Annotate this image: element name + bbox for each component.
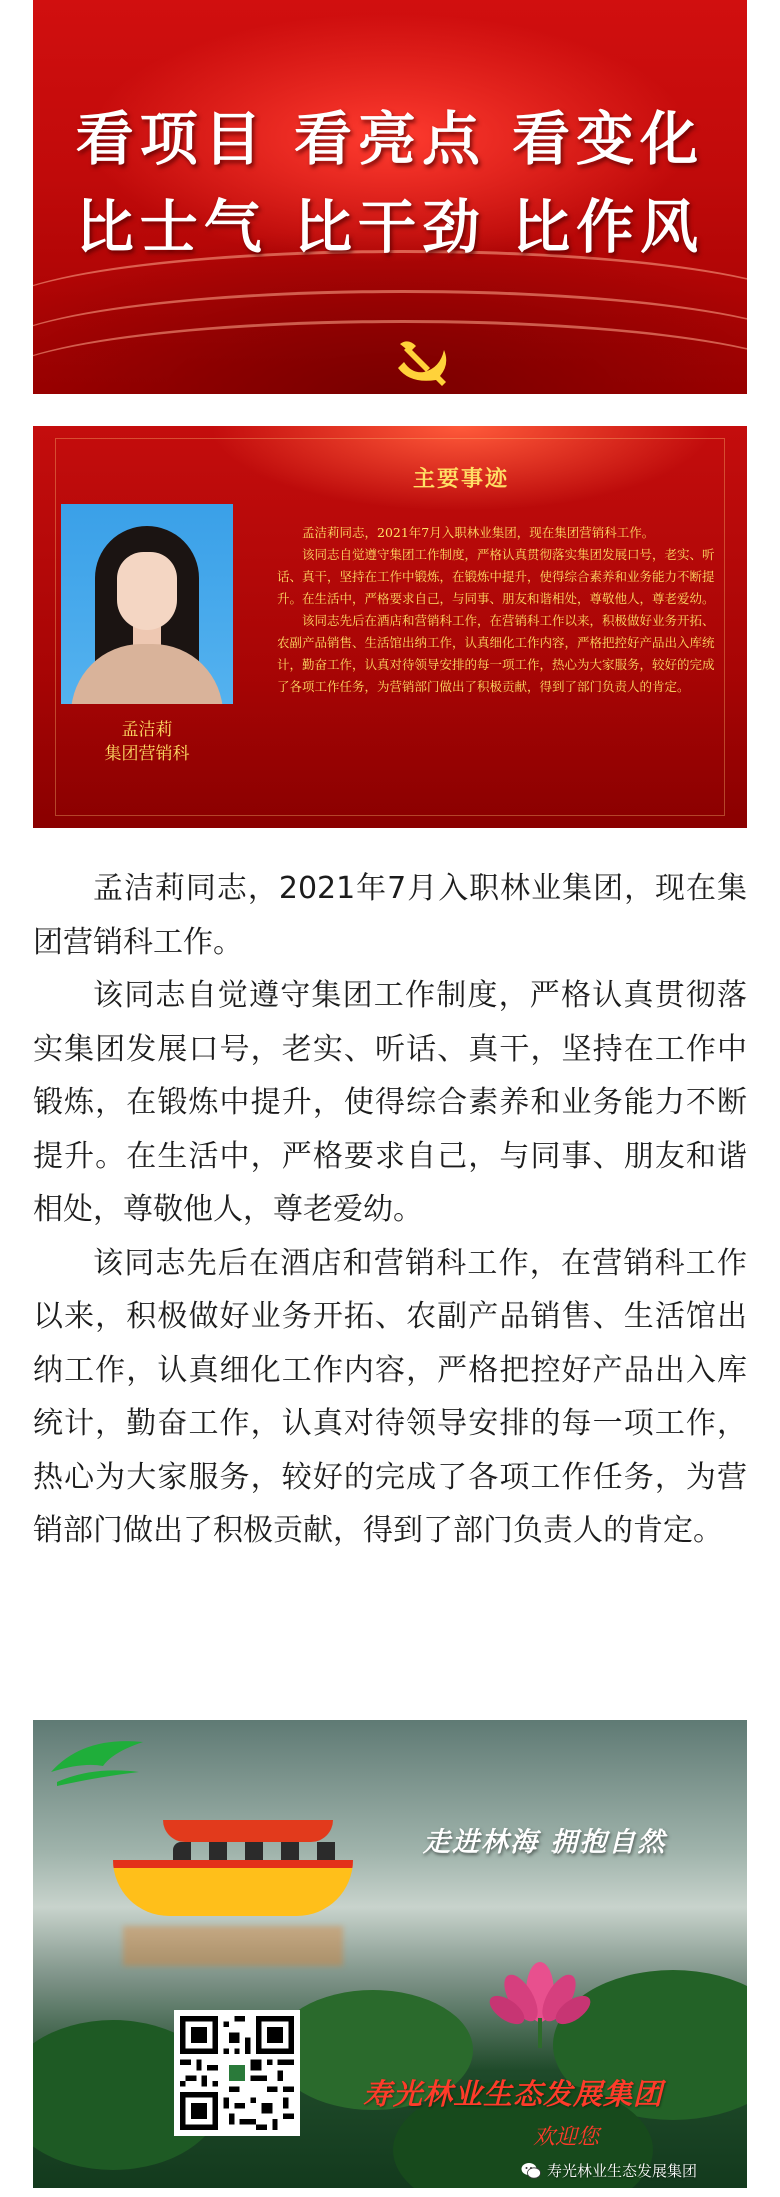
- header-banner: [33, 0, 747, 394]
- footer-poster: [33, 1720, 747, 2188]
- card-body: [277, 522, 723, 698]
- card-paragraph: 孟洁莉同志，2021年7月入职林业集团，现在集团营销科工作。: [302, 525, 655, 540]
- article-body: [33, 862, 747, 1558]
- poster-slogan: 走进林海 拥抱自然: [423, 1827, 667, 1858]
- profile-name: 孟洁莉: [121, 720, 173, 740]
- card-heading: 主要事迹: [413, 466, 510, 492]
- profile-photo: [61, 504, 233, 704]
- poster-company-name: 寿光林业生态发展集团: [363, 2077, 664, 2111]
- card-paragraph: 该同志先后在酒店和营销科工作，在营销科工作以来，积极做好业务开拓、农副产品销售、生活馆出纳工作，认真细化工作内容，严格把控好产品出入库统计，勤奋工作，认真对待领导安排的每一项工作，热心为大家服务，较好的完成了各项工作任务，为营销部门做出了积极贡献，得到了部门负责人的肯定。: [277, 613, 715, 694]
- company-logo-icon: [43, 1732, 153, 1792]
- qr-code-icon: [180, 2016, 294, 2130]
- article-paragraph: 该同志先后在酒店和营销科工作，在营销科工作以来，积极做好业务开拓、农副产品销售、生活馆出纳工作，认真细化工作内容，严格把控好产品出入库统计，勤奋工作，认真对待领导安排的每一项工作，热心为大家服务，较好的完成了各项工作任务，为营销部门做出了积极贡献，得到了部门负责人的肯定。: [33, 1245, 747, 1548]
- card-paragraph: 该同志自觉遵守集团工作制度，严格认真贯彻落实集团发展口号，老实、听话、真干，坚持在工作中锻炼，在锻炼中提升，使得综合素养和业务能力不断提升。在生活中，严格要求自己，与同事、朋友和谐相处，尊敬他人，尊老爱幼。: [277, 547, 715, 606]
- article-paragraph: 孟洁莉同志，2021年7月入职林业集团，现在集团营销科工作。: [33, 871, 747, 960]
- profile-department: 集团营销科: [104, 744, 190, 764]
- water-reflection: [123, 1926, 343, 1966]
- profile-card: [33, 426, 747, 828]
- qr-code: [174, 2010, 300, 2136]
- wechat-watermark: [521, 2160, 697, 2181]
- banner-slogan-line2: 比士气 比干劲 比作风: [75, 193, 705, 261]
- watermark-text: 寿光林业生态发展集团: [547, 2162, 698, 2180]
- poster-welcome: 欢迎您: [533, 2125, 600, 2150]
- profile-caption: [61, 718, 233, 766]
- boat: [113, 1860, 353, 1916]
- party-emblem-icon: [390, 338, 454, 388]
- boat: [163, 1820, 333, 1842]
- wechat-icon: [521, 2162, 541, 2180]
- lotus-flower-icon: [485, 1952, 595, 2048]
- banner-slogan-line1: 看项目 看亮点 看变化: [75, 105, 705, 173]
- article-paragraph: 该同志自觉遵守集团工作制度，严格认真贯彻落实集团发展口号，老实、听话、真干，坚持在工作中锻炼，在锻炼中提升，使得综合素养和业务能力不断提升。在生活中，严格要求自己，与同事、朋友和谐相处，尊敬他人，尊老爱幼。: [33, 978, 747, 1227]
